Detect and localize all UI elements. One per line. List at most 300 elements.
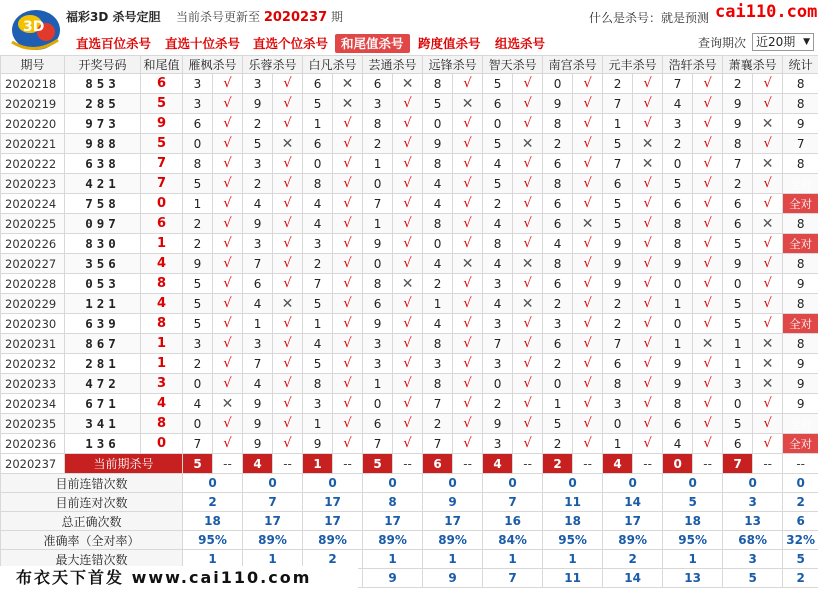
check-icon: √ xyxy=(693,374,723,394)
stat-value: 0 xyxy=(783,474,818,493)
kill-number-cell: 6 xyxy=(543,194,573,214)
kill-number-cell: 3 xyxy=(603,394,633,414)
stat-value: 1 xyxy=(363,550,423,569)
check-icon: √ xyxy=(513,394,543,414)
check-icon: √ xyxy=(213,314,243,334)
kill-number-cell: 0 xyxy=(183,134,213,154)
kill-number-cell: 9 xyxy=(723,254,753,274)
kill-number-cell: 4 xyxy=(303,194,333,214)
sum-tail-cell: 8 xyxy=(141,274,183,294)
pending-mark: -- xyxy=(453,454,483,474)
period-cell: 2020219 xyxy=(1,94,65,114)
period-cell: 2020223 xyxy=(1,174,65,194)
draw-number-cell: 638 xyxy=(65,154,141,174)
draw-number-cell: 830 xyxy=(65,234,141,254)
stat-value: 13 xyxy=(663,569,723,588)
stat-value: 14 xyxy=(603,569,663,588)
table-row xyxy=(1,134,818,154)
kill-number-cell: 5 xyxy=(723,234,753,254)
sum-tail-cell: 6 xyxy=(141,214,183,234)
kill-number-cell: 1 xyxy=(423,294,453,314)
count-cell: 8 xyxy=(783,74,818,94)
period-cell: 2020233 xyxy=(1,374,65,394)
kill-number-cell: 6 xyxy=(663,194,693,214)
check-icon: √ xyxy=(693,154,723,174)
kill-number-cell: 7 xyxy=(363,434,393,454)
check-icon: √ xyxy=(573,174,603,194)
check-icon: √ xyxy=(753,274,783,294)
kill-number-cell: 3 xyxy=(243,234,273,254)
stat-value: 0 xyxy=(183,474,243,493)
kill-number-cell: 1 xyxy=(603,434,633,454)
kill-number-cell: 5 xyxy=(183,314,213,334)
check-icon: √ xyxy=(213,74,243,94)
kill-number-cell: 0 xyxy=(603,414,633,434)
kill-number-cell: 6 xyxy=(543,274,573,294)
stat-value: 2 xyxy=(303,550,363,569)
column-header: 芸通杀号 xyxy=(363,56,423,74)
cross-icon: ✕ xyxy=(273,294,303,314)
kill-number-cell: 1 xyxy=(303,314,333,334)
kill-number-cell: 4 xyxy=(483,294,513,314)
stat-value: 11 xyxy=(543,569,603,588)
table-row xyxy=(1,114,818,134)
check-icon: √ xyxy=(453,114,483,134)
check-icon: √ xyxy=(333,154,363,174)
kill-number-cell: 6 xyxy=(363,294,393,314)
kill-number-cell: 5 xyxy=(723,314,753,334)
kill-number-cell: 0 xyxy=(543,374,573,394)
table-row xyxy=(1,394,818,414)
check-icon: √ xyxy=(453,354,483,374)
stat-value: 95% xyxy=(183,531,243,550)
check-icon: √ xyxy=(513,414,543,434)
pending-mark: -- xyxy=(273,454,303,474)
kill-number-cell: 0 xyxy=(183,414,213,434)
table-header-row xyxy=(1,56,818,74)
stat-value: 0 xyxy=(243,474,303,493)
kill-number-cell: 1 xyxy=(303,114,333,134)
tab-hundreds-kill[interactable]: 直选百位杀号 xyxy=(76,36,152,51)
column-header: 雁枫杀号 xyxy=(183,56,243,74)
kill-number-cell: 3 xyxy=(483,314,513,334)
kill-number-cell: 0 xyxy=(543,74,573,94)
kill-number-cell: 1 xyxy=(723,334,753,354)
kill-number-cell: 7 xyxy=(723,154,753,174)
kill-number-cell: 0 xyxy=(723,394,753,414)
cross-icon: ✕ xyxy=(393,274,423,294)
draw-number-cell: 136 xyxy=(65,434,141,454)
check-icon: √ xyxy=(453,374,483,394)
stat-value: 2 xyxy=(783,569,818,588)
kill-number-cell: 5 xyxy=(183,294,213,314)
stat-value: 0 xyxy=(303,474,363,493)
kill-number-cell: 8 xyxy=(483,234,513,254)
stat-value: 1 xyxy=(543,550,603,569)
current-kill-number: 4 xyxy=(243,454,273,474)
check-icon: √ xyxy=(333,194,363,214)
kill-number-cell: 7 xyxy=(483,334,513,354)
stat-value: 17 xyxy=(243,512,303,531)
stat-label: 最大连错次数 xyxy=(1,550,183,569)
check-icon: √ xyxy=(513,354,543,374)
kill-number-cell: 1 xyxy=(363,374,393,394)
kill-number-cell: 0 xyxy=(303,154,333,174)
check-icon: √ xyxy=(273,74,303,94)
kill-number-cell: 1 xyxy=(603,114,633,134)
draw-number-cell: 341 xyxy=(65,414,141,434)
check-icon: √ xyxy=(393,374,423,394)
check-icon: √ xyxy=(573,194,603,214)
kill-number-cell: 5 xyxy=(723,414,753,434)
stat-value: 5 xyxy=(663,493,723,512)
kill-number-cell: 9 xyxy=(663,374,693,394)
check-icon: √ xyxy=(333,374,363,394)
stat-value: 17 xyxy=(423,512,483,531)
kill-number-cell: 8 xyxy=(543,174,573,194)
kill-number-cell: 6 xyxy=(183,114,213,134)
column-header: 期号 xyxy=(1,56,65,74)
check-icon: √ xyxy=(333,434,363,454)
tab-units-kill[interactable]: 直选个位杀号 xyxy=(253,36,329,51)
stat-label: 准确率（全对率） xyxy=(1,531,183,550)
stat-value: 7 xyxy=(483,569,543,588)
count-cell: 9 xyxy=(783,394,818,414)
help-question-link[interactable]: 什么是杀号：就是预测 xyxy=(589,11,710,25)
kill-number-cell: 5 xyxy=(603,134,633,154)
sum-tail-cell: 3 xyxy=(141,374,183,394)
check-icon: √ xyxy=(393,294,423,314)
kill-number-cell: 9 xyxy=(243,394,273,414)
query-label: 查询期次 xyxy=(698,36,747,50)
kill-number-cell: 8 xyxy=(663,214,693,234)
watermark: 布衣天下首发 www.cai110.com xyxy=(0,566,358,589)
check-icon: √ xyxy=(513,274,543,294)
check-icon: √ xyxy=(633,434,663,454)
check-icon: √ xyxy=(633,194,663,214)
check-icon: √ xyxy=(573,154,603,174)
cross-icon: ✕ xyxy=(453,94,483,114)
check-icon: √ xyxy=(453,134,483,154)
period-cell: 2020220 xyxy=(1,114,65,134)
sum-tail-cell: 8 xyxy=(141,414,183,434)
period-cell: 2020226 xyxy=(1,234,65,254)
column-header: 远锋杀号 xyxy=(423,56,483,74)
check-icon: √ xyxy=(273,434,303,454)
check-icon: √ xyxy=(633,354,663,374)
stat-value: 16 xyxy=(483,512,543,531)
period-cell: 2020218 xyxy=(1,74,65,94)
check-icon: √ xyxy=(633,334,663,354)
check-icon: √ xyxy=(693,94,723,114)
sum-tail-cell: 4 xyxy=(141,394,183,414)
kill-number-cell: 4 xyxy=(423,314,453,334)
period-cell: 2020221 xyxy=(1,134,65,154)
stat-value: 9 xyxy=(423,569,483,588)
check-icon: √ xyxy=(633,394,663,414)
kill-number-cell: 8 xyxy=(723,134,753,154)
check-icon: √ xyxy=(693,214,723,234)
kill-number-cell: 4 xyxy=(663,94,693,114)
app-title: 福彩3D 杀号定胆 xyxy=(66,10,161,24)
kill-number-cell: 6 xyxy=(243,274,273,294)
check-icon: √ xyxy=(273,94,303,114)
kill-number-cell: 7 xyxy=(243,254,273,274)
stat-value: 1 xyxy=(183,550,243,569)
sum-tail-cell: 7 xyxy=(141,174,183,194)
site-logo-text: cai110.com xyxy=(715,2,818,22)
check-icon: √ xyxy=(633,114,663,134)
tab-tens-kill[interactable]: 直选十位杀号 xyxy=(165,36,241,51)
tab-sum-tail-kill[interactable]: 和尾值杀号 xyxy=(335,34,410,53)
check-icon: √ xyxy=(393,94,423,114)
all-correct-badge: 全对 xyxy=(783,414,818,434)
pending-mark: -- xyxy=(633,454,663,474)
check-icon: √ xyxy=(273,334,303,354)
kill-number-cell: 3 xyxy=(363,94,393,114)
table-row xyxy=(1,274,818,294)
check-icon: √ xyxy=(393,314,423,334)
kill-number-cell: 9 xyxy=(603,234,633,254)
kill-number-cell: 9 xyxy=(363,234,393,254)
kill-number-cell: 4 xyxy=(483,154,513,174)
check-icon: √ xyxy=(453,74,483,94)
stat-label: 总正确次数 xyxy=(1,512,183,531)
check-icon: √ xyxy=(633,254,663,274)
kill-number-cell: 2 xyxy=(603,314,633,334)
check-icon: √ xyxy=(453,314,483,334)
kill-number-cell: 8 xyxy=(543,114,573,134)
period-cell: 2020232 xyxy=(1,354,65,374)
kill-number-cell: 3 xyxy=(663,114,693,134)
kill-number-cell: 1 xyxy=(243,314,273,334)
kill-number-cell: 6 xyxy=(603,354,633,374)
kill-number-cell: 4 xyxy=(423,174,453,194)
sum-tail-cell: 1 xyxy=(141,234,183,254)
stats-row xyxy=(1,531,818,550)
check-icon: √ xyxy=(753,94,783,114)
stat-value: 0 xyxy=(483,474,543,493)
check-icon: √ xyxy=(573,254,603,274)
stat-value: 0 xyxy=(663,474,723,493)
table-row xyxy=(1,214,818,234)
kill-number-cell: 2 xyxy=(603,294,633,314)
table-row xyxy=(1,294,818,314)
draw-number-cell: 472 xyxy=(65,374,141,394)
kill-number-cell: 1 xyxy=(663,334,693,354)
count-cell: 8 xyxy=(783,254,818,274)
current-kill-number: 4 xyxy=(483,454,513,474)
sum-tail-cell: 0 xyxy=(141,194,183,214)
check-icon: √ xyxy=(213,94,243,114)
count-cell: 8 xyxy=(783,154,818,174)
kill-number-cell: 5 xyxy=(183,174,213,194)
kill-number-cell: 6 xyxy=(723,214,753,234)
all-correct-badge: 全对 xyxy=(783,194,818,214)
stats-row xyxy=(1,493,818,512)
draw-number-cell: 867 xyxy=(65,334,141,354)
kill-number-cell: 4 xyxy=(243,374,273,394)
kill-number-cell: 4 xyxy=(483,254,513,274)
kill-number-cell: 9 xyxy=(303,434,333,454)
kill-number-cell: 6 xyxy=(483,94,513,114)
current-kill-number: 1 xyxy=(303,454,333,474)
stat-value: 18 xyxy=(663,512,723,531)
kill-number-cell: 3 xyxy=(183,74,213,94)
check-icon: √ xyxy=(693,74,723,94)
check-icon: √ xyxy=(513,374,543,394)
check-icon: √ xyxy=(513,154,543,174)
check-icon: √ xyxy=(333,294,363,314)
period-cell: 2020237 xyxy=(1,454,65,474)
sum-tail-cell: 7 xyxy=(141,154,183,174)
kill-number-cell: 9 xyxy=(543,94,573,114)
check-icon: √ xyxy=(453,214,483,234)
check-icon: √ xyxy=(573,434,603,454)
kill-number-cell: 9 xyxy=(723,94,753,114)
table-row xyxy=(1,234,818,254)
kill-number-cell: 7 xyxy=(603,334,633,354)
sum-tail-cell: 8 xyxy=(141,314,183,334)
pending-mark: -- xyxy=(513,454,543,474)
cross-icon: ✕ xyxy=(573,214,603,234)
check-icon: √ xyxy=(753,254,783,274)
draw-number-cell: 097 xyxy=(65,214,141,234)
kill-number-cell: 0 xyxy=(183,374,213,394)
kill-number-cell: 0 xyxy=(363,394,393,414)
count-cell: 9 xyxy=(783,274,818,294)
check-icon: √ xyxy=(333,254,363,274)
stat-value: 0 xyxy=(603,474,663,493)
stat-value: 84% xyxy=(483,531,543,550)
draw-number-cell: 285 xyxy=(65,94,141,114)
kill-number-cell: 8 xyxy=(423,374,453,394)
tab-group-kill[interactable]: 组选杀号 xyxy=(495,36,546,51)
pending-mark: -- xyxy=(333,454,363,474)
check-icon: √ xyxy=(633,94,663,114)
pending-mark: -- xyxy=(693,454,723,474)
stat-value: 17 xyxy=(303,512,363,531)
column-header: 乐蓉杀号 xyxy=(243,56,303,74)
sum-tail-cell: 1 xyxy=(141,354,183,374)
kill-number-cell: 1 xyxy=(543,394,573,414)
cross-icon: ✕ xyxy=(393,74,423,94)
check-icon: √ xyxy=(693,234,723,254)
period-select[interactable] xyxy=(752,33,814,51)
check-icon: √ xyxy=(573,354,603,374)
kill-number-cell: 2 xyxy=(423,414,453,434)
stat-value: 1 xyxy=(663,550,723,569)
check-icon: √ xyxy=(753,234,783,254)
draw-number-cell: 053 xyxy=(65,274,141,294)
stat-value: 2 xyxy=(783,493,818,512)
tab-span-kill[interactable]: 跨度值杀号 xyxy=(418,36,481,51)
stat-value: 8 xyxy=(363,493,423,512)
kill-number-cell: 8 xyxy=(303,374,333,394)
check-icon: √ xyxy=(573,74,603,94)
check-icon: √ xyxy=(393,154,423,174)
kill-number-cell: 2 xyxy=(663,134,693,154)
kill-number-cell: 9 xyxy=(603,254,633,274)
cross-icon: ✕ xyxy=(633,154,663,174)
table-row xyxy=(1,154,818,174)
cross-icon: ✕ xyxy=(753,114,783,134)
column-header: 开奖号码 xyxy=(65,56,141,74)
count-cell: 8 xyxy=(783,214,818,234)
check-icon: √ xyxy=(273,314,303,334)
check-icon: √ xyxy=(333,174,363,194)
kill-number-cell: 0 xyxy=(483,374,513,394)
check-icon: √ xyxy=(393,214,423,234)
kill-number-cell: 3 xyxy=(243,154,273,174)
kill-number-cell: 3 xyxy=(363,354,393,374)
check-icon: √ xyxy=(693,414,723,434)
check-icon: √ xyxy=(393,434,423,454)
check-icon: √ xyxy=(633,234,663,254)
kill-number-cell: 9 xyxy=(483,414,513,434)
check-icon: √ xyxy=(213,414,243,434)
kill-number-cell: 5 xyxy=(303,294,333,314)
stat-value: 89% xyxy=(423,531,483,550)
check-icon: √ xyxy=(393,254,423,274)
check-icon: √ xyxy=(573,294,603,314)
check-icon: √ xyxy=(273,254,303,274)
kill-number-cell: 1 xyxy=(663,294,693,314)
stat-value: 0 xyxy=(423,474,483,493)
stat-label: 目前连错次数 xyxy=(1,474,183,493)
kill-number-cell: 6 xyxy=(723,434,753,454)
stat-value: 68% xyxy=(723,531,783,550)
stat-value: 95% xyxy=(663,531,723,550)
kill-number-cell: 3 xyxy=(363,334,393,354)
check-icon: √ xyxy=(693,174,723,194)
cross-icon: ✕ xyxy=(633,134,663,154)
stat-value: 89% xyxy=(243,531,303,550)
check-icon: √ xyxy=(453,414,483,434)
kill-number-cell: 4 xyxy=(423,254,453,274)
table-row xyxy=(1,314,818,334)
kill-number-cell: 2 xyxy=(723,174,753,194)
check-icon: √ xyxy=(393,194,423,214)
draw-number-cell: 421 xyxy=(65,174,141,194)
logo-icon xyxy=(6,2,62,54)
check-icon: √ xyxy=(333,214,363,234)
cross-icon: ✕ xyxy=(753,334,783,354)
stat-value: 9 xyxy=(363,569,423,588)
kill-number-cell: 8 xyxy=(303,174,333,194)
cross-icon: ✕ xyxy=(753,214,783,234)
cross-icon: ✕ xyxy=(753,354,783,374)
table-row xyxy=(1,94,818,114)
check-icon: √ xyxy=(333,114,363,134)
kill-number-cell: 8 xyxy=(603,374,633,394)
check-icon: √ xyxy=(453,234,483,254)
sum-tail-cell: 1 xyxy=(141,334,183,354)
check-icon: √ xyxy=(513,174,543,194)
check-icon: √ xyxy=(573,134,603,154)
cross-icon: ✕ xyxy=(213,394,243,414)
check-icon: √ xyxy=(513,114,543,134)
kill-number-cell: 3 xyxy=(483,274,513,294)
stat-value: 89% xyxy=(363,531,423,550)
kill-number-cell: 1 xyxy=(363,214,393,234)
check-icon: √ xyxy=(693,354,723,374)
check-icon: √ xyxy=(213,354,243,374)
kill-number-cell: 7 xyxy=(243,354,273,374)
check-icon: √ xyxy=(693,134,723,154)
check-icon: √ xyxy=(213,374,243,394)
current-kill-number: 5 xyxy=(363,454,393,474)
